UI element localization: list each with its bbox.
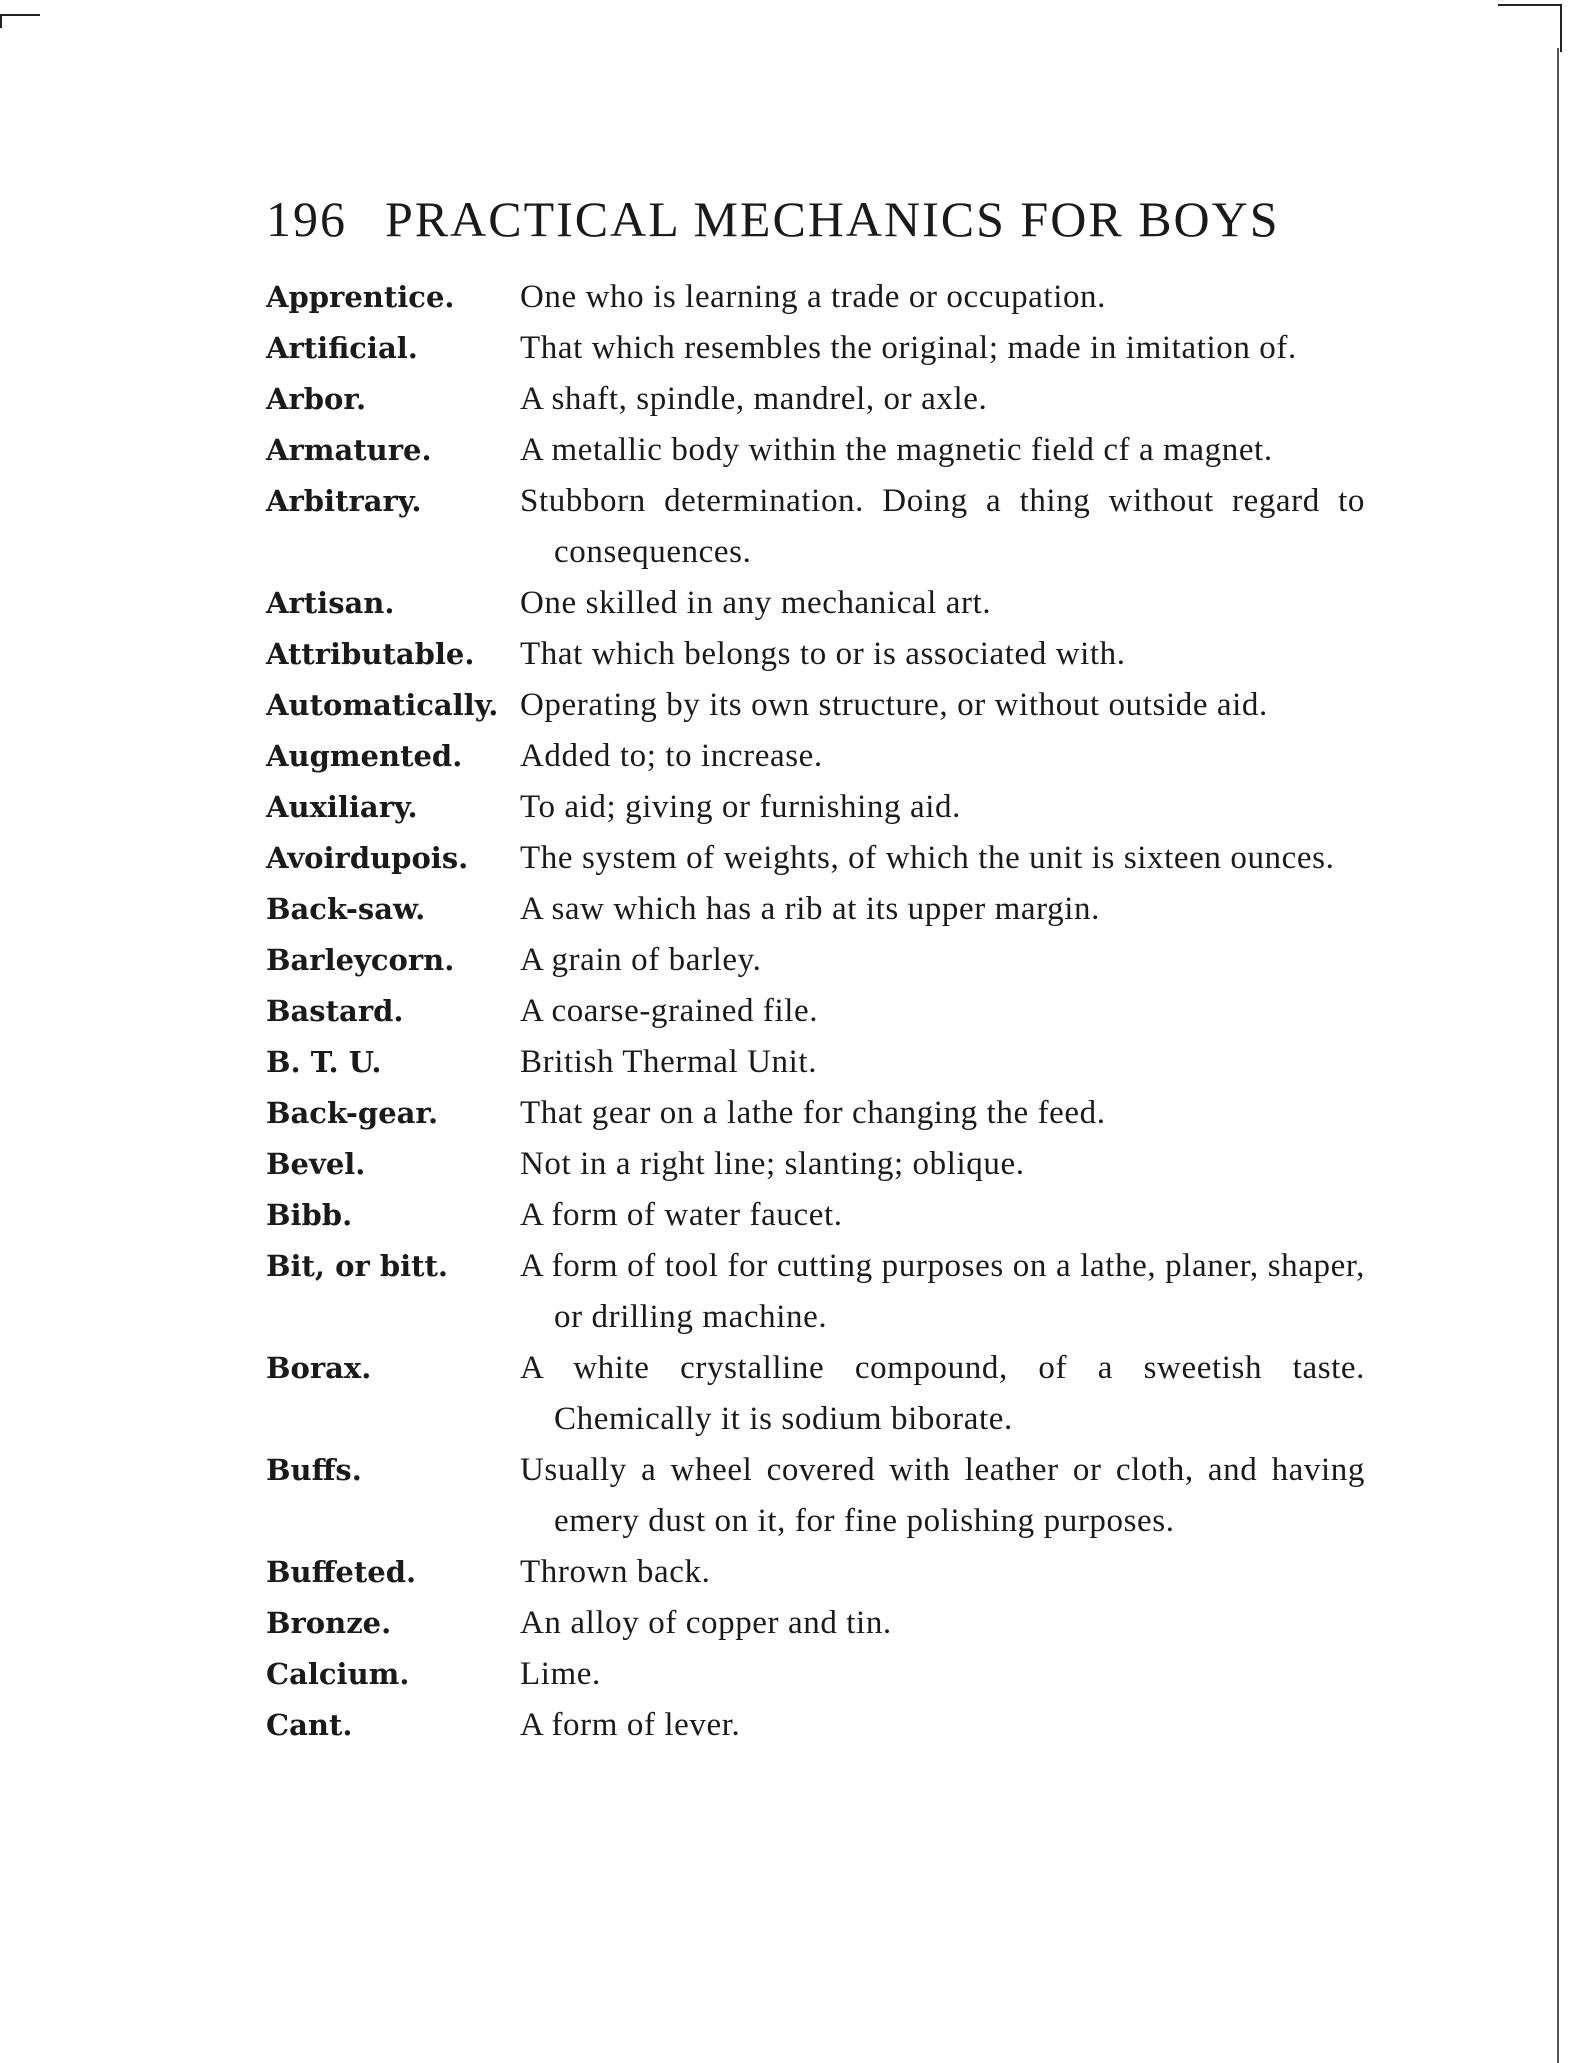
glossary-entry — [266, 731, 1366, 782]
glossary-term: Armature. — [266, 433, 432, 467]
glossary-definition: A form of water faucet. — [520, 1197, 843, 1233]
glossary-entry — [266, 1445, 1366, 1547]
glossary-term: Bibb. — [266, 1198, 353, 1232]
glossary-definition: Added to; to increase. — [520, 738, 823, 774]
glossary-entry — [266, 578, 1366, 629]
glossary-definition: Not in a right line; slanting; oblique. — [520, 1146, 1025, 1182]
glossary-entry — [266, 425, 1366, 476]
glossary-definition: That which belongs to or is associated with. — [520, 636, 1126, 672]
glossary-definition: One who is learning a trade or occupation. — [520, 279, 1107, 315]
glossary-entry — [266, 374, 1366, 425]
glossary-definition: Thrown back. — [520, 1554, 711, 1590]
glossary-definition: The system of weights, of which the unit is sixteen ounces. — [520, 840, 1335, 876]
glossary-term: Apprentice. — [266, 280, 455, 314]
glossary-entry — [266, 986, 1366, 1037]
glossary-entry — [266, 272, 1366, 323]
glossary-term: Augmented. — [266, 739, 463, 773]
glossary-entry — [266, 833, 1366, 884]
glossary-term: Buffeted. — [266, 1555, 417, 1589]
glossary-term: Cant. — [266, 1708, 353, 1742]
glossary-term: Artisan. — [266, 586, 395, 620]
glossary-entry — [266, 1598, 1366, 1649]
glossary-entry — [266, 1649, 1366, 1700]
glossary-list — [266, 272, 1366, 1751]
glossary-entry — [266, 782, 1366, 833]
glossary-entry — [266, 884, 1366, 935]
glossary-term: Automatically. — [266, 688, 499, 722]
glossary-definition: Operating by its own structure, or without outside aid. — [520, 687, 1268, 723]
glossary-term: Bit, or bitt. — [266, 1249, 449, 1283]
glossary-term: B. T. U. — [266, 1045, 382, 1079]
running-header — [266, 190, 1326, 248]
glossary-term: Arbor. — [266, 382, 367, 416]
glossary-term: Bronze. — [266, 1606, 392, 1640]
glossary-entry — [266, 1343, 1366, 1445]
glossary-term: Auxiliary. — [266, 790, 418, 824]
glossary-definition: A form of tool for cutting purposes on a lathe, planer, shaper, or drilling machine. — [520, 1248, 1365, 1335]
glossary-term: Back-gear. — [266, 1096, 439, 1130]
glossary-term: Bastard. — [266, 994, 404, 1028]
glossary-definition: That gear on a lathe for changing the feed. — [520, 1095, 1106, 1131]
page-number: 196 — [266, 191, 347, 247]
glossary-term: Calcium. — [266, 1657, 410, 1691]
glossary-definition: British Thermal Unit. — [520, 1044, 818, 1080]
glossary-entry — [266, 1139, 1366, 1190]
glossary-entry — [266, 680, 1366, 731]
running-title: PRACTICAL MECHANICS FOR BOYS — [385, 191, 1280, 247]
glossary-term: Attributable. — [266, 637, 475, 671]
glossary-entry — [266, 323, 1366, 374]
glossary-definition: A form of lever. — [520, 1707, 741, 1743]
glossary-definition: A shaft, spindle, mandrel, or axle. — [520, 381, 988, 417]
glossary-entry — [266, 935, 1366, 986]
glossary-term: Bevel. — [266, 1147, 366, 1181]
glossary-entry — [266, 1547, 1366, 1598]
glossary-definition: Usually a wheel covered with leather or cloth, and having emery dust on it, for fine polishing purposes. — [520, 1452, 1365, 1539]
glossary-entry — [266, 629, 1366, 680]
glossary-term: Borax. — [266, 1351, 372, 1385]
crop-mark — [0, 14, 40, 28]
glossary-term: Back-saw. — [266, 892, 426, 926]
glossary-definition: One skilled in any mechanical art. — [520, 585, 992, 621]
glossary-definition: Lime. — [520, 1656, 601, 1692]
glossary-definition: An alloy of copper and tin. — [520, 1605, 892, 1641]
page-edge-line — [1557, 48, 1559, 2063]
glossary-entry — [266, 1037, 1366, 1088]
glossary-definition: A white crystalline compound, of a sweetish taste. Chemically it is sodium biborate. — [520, 1350, 1365, 1437]
glossary-definition: That which resembles the original; made in imitation of. — [520, 330, 1297, 366]
glossary-definition: A coarse-grained file. — [520, 993, 819, 1029]
glossary-term: Buffs. — [266, 1453, 362, 1487]
glossary-term: Avoirdupois. — [266, 841, 469, 875]
glossary-term: Arbitrary. — [266, 484, 422, 518]
glossary-definition: A metallic body within the magnetic field cf a magnet. — [520, 432, 1273, 468]
glossary-definition: To aid; giving or furnishing aid. — [520, 789, 961, 825]
glossary-entry — [266, 1088, 1366, 1139]
glossary-entry — [266, 1700, 1366, 1751]
glossary-term: Artificial. — [266, 331, 418, 365]
glossary-entry — [266, 1241, 1366, 1343]
glossary-definition: A grain of barley. — [520, 942, 762, 978]
glossary-entry — [266, 1190, 1366, 1241]
glossary-definition: A saw which has a rib at its upper margin. — [520, 891, 1100, 927]
glossary-entry — [266, 476, 1366, 578]
page-edge-corner — [1498, 4, 1562, 52]
glossary-term: Barleycorn. — [266, 943, 455, 977]
glossary-definition: Stubborn determination. Doing a thing without regard to consequences. — [520, 483, 1365, 570]
